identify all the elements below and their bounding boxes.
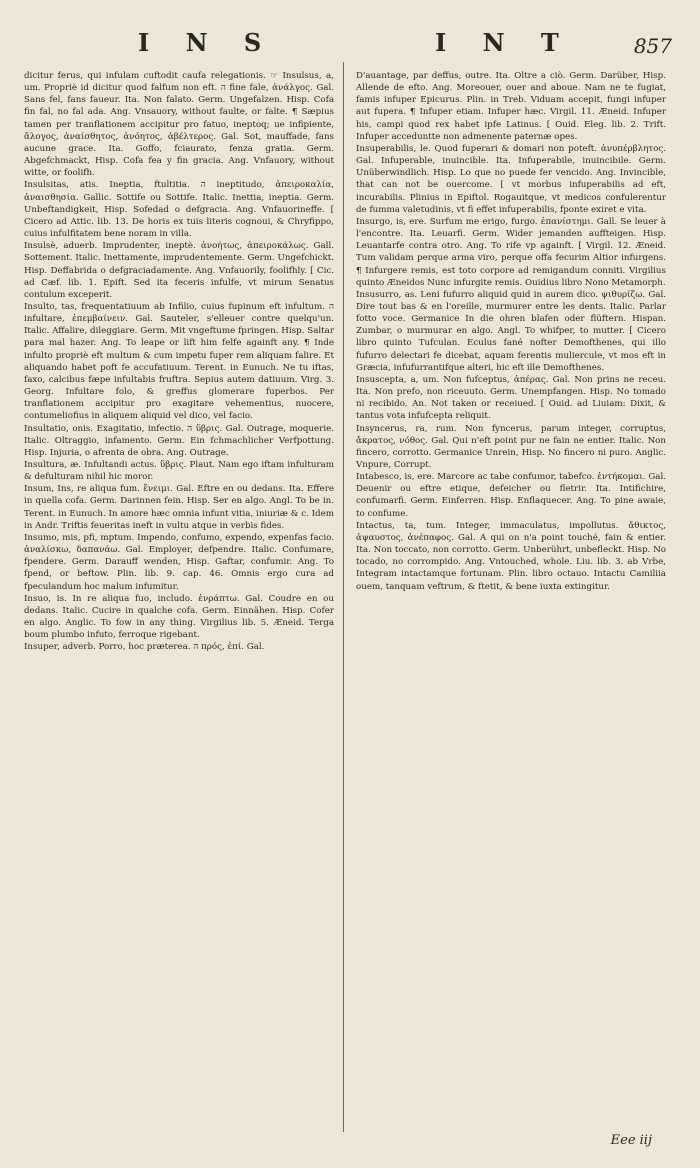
entry-insusurro: Insusurro, as. Leni fufurro aliquid quid in aurem dico. ψιθυρίζω. Gal. Dire tout bas & en l'oreille, murmurer entre les dents. Italic. Parlar fotto voce. Germanice In die ohren blafen oder flüftern. Hispan. Zumbar, o murmurar en algo. Angl. To whifper, to mutter. [ Cicero libro quinto Tufculan. Eculus fané nofter Demofthenes, qui illo fufurro delectari fe dicebat, aquam ferentis muliercule, vt mos eft in Græcia, infufurrantifque alteri, hic eft ille Demofthenes. bbox=[356, 289, 666, 373]
right-column bbox=[356, 70, 666, 1130]
entry-insuper: Insuper, adverb. Porro, hoc præterea. ﬣ πρός, ἐπί. Gal. bbox=[24, 642, 265, 653]
entry-insultura: Insultura, æ. Infultandi actus. ὕβρις. Plaut. Nam ego iftam infulturam & defulturam nihil hic moror. bbox=[24, 460, 334, 483]
running-header bbox=[0, 28, 700, 68]
page-number: 857 bbox=[633, 34, 672, 58]
entry-insuo: Insuo, is. In re aliqua fuo, includo. ἐνράπτω. Gal. Coudre en ou dedans. Italic. Cucire in qualche cofa. Germ. Einnähen. Hisp. Cofer en algo. Anglic. To fow in any thing. Virgilius lib. 5. Æneid. Terga boum plumbo infuto, ferroque rigebant. bbox=[24, 593, 334, 641]
entry-insulto: Insulto, tas, frequentatiuum ab Infilio, cuius fupinum eft infultum. ﬣ infultare, ἐπεμβαίνειν. Gal. Sauteler, s'elleuer contre quelqu'un. Italic. Affalire, dileggiare. Germ. Mit vngeftume fpringen. Hisp. Saltar para mal hazer. Ang. To leape or lift him felfe againft any. ¶ Inde infulto propriè eft multum & cum impetu fuper rem aliquam falire. Et aliquando habet poft fe accufatiuum. Terent. in Eunuch. Ne tu iftas, faxo, calcibus fæpe infultabis fruftra. Sepius autem datiuum. Virg. 3. Georg. Infultare folo, & greffus glomerare fuperbos. Per tranflationem accipitur pro exagitare vehementius, nuocere, contumeliofius in aliquem aliquid vel dico, vel facio. bbox=[24, 301, 334, 422]
catchword: Eee iij bbox=[610, 1133, 652, 1148]
entry-insultatio: Insultatio, onis. Exagitatio, infectio. ﬣ ὕβρις. Gal. Outrage, moquerie. Italic. Oltraggio, infamento. Germ. Ein fchmachlicher Verfpottung. Hisp. Injuria, o afrenta de obra. Ang. Outrage. bbox=[24, 423, 334, 458]
entry-insulse: Insulsè, aduerb. Imprudenter, ineptè. ἀνοήτως, ἀπειροκάλως. Gall. Sottement. Italic. Inettamente, imprudentemente. Germ. Ungefchickt. Hisp. Deffabrida o defgraciadamente. Ang. Vnfauorily, foolifhly. [ Cic. ad Cæf. lib. 1. Epift. Sed ita feceris infulfe, vt mirum Senatus contulum exceperit. bbox=[24, 241, 334, 300]
column-divider bbox=[343, 62, 344, 1132]
entry-insuperabilis: Insuperabilis, le. Quod fuperari & domari non poteft. ἀνυπέρβλητος. Gal. Infuperable, inuincible. Ita. Infuperabile, inuincibile. Germ. Unüberwindlich. Hisp. Lo que no puede fer vencido. Ang. Invincible, that can not be ouercome. [ vt morbus infuperabilis ad eft, incurabilis. Plinius in Epiftol. Rogauitque, vt medicos confulerentur de fumma valetudinis, vt fi effet infuperabilis, fponte exiret e vita. bbox=[356, 143, 666, 215]
entry-intabesco: Intabesco, is, ere. Marcore ac tabe confumor, tabefco. ἐντήκομαι. Gal. Deuenir ou eftre etique, defeicher ou fletrir. Ita. Intifichire, confumarfi. Germ. Einferren. Hisp. Enflaquecer. Ang. To pine awaie, to confume. bbox=[356, 472, 666, 519]
entry-insulsus: dicitur ferus, qui infulam cuftodit caufa relegationis. ☞ Insulsus, a, um. Propriè id dicitur quod falfum non eft. ﬣ fine fale, ἀνάλγος. Gal. Sans fel, fans faueur. Ita. Non falato. Germ. Ungefalzen. Hisp. Cofa fin fal, no fal ada. Ang. Vnsauory, without faulte, or falte. ¶ Sæpius tamen per tranflationem accipitur pro fatuo, ineptoq; ue infipiente, ἄλογος, ἀναίσθητος, ἀνόητος, ἀβέλτερος. Gal. Sot, mauffade, fans aucune grace. Ita. Goffo, fciaurato, fenza gratia. Germ. Abgefchmackt, Hisp. Cofa fea y fin gracia. Ang. Vnfauory, without witte, or foolifh. bbox=[24, 71, 334, 179]
entry-insum: Insum, Ins, re aliqua fum. ἔνειμι. Gal. Eftre en ou dedans. Ita. Effere in quella cofa. Germ. Darinnen fein. Hisp. Ser en algo. Angl. To be in. Terent. in Eunuch. In amore hæc omnia infunt vitia, iniuriæ & c. Idem in Andr. Triftis feueritas ineft in vultu atque in verbis fides. bbox=[24, 484, 334, 531]
entry-insurgo: Insurgo, is, ere. Surfum me erigo, furgo. ἐπανίστημι. Gall. Se leuer à l'encontre. Ita. Leuarfi. Germ. Wider jemanden auffteigen. Hisp. Leuantarfe contra otro. Ang. To rife vp againft. [ Virgil. 12. Æneid. Tum validam perque arma viro, perque offa fecurim Altior infurgens. ¶ Infurgere remis, est toto corpore ad remigandum conniti. Virgilius quinto Æneidos Nunc infurgite remis. Ouidius libro Nono Metamorph. bbox=[356, 216, 666, 288]
right-guide-word: I N T bbox=[435, 28, 573, 57]
left-column bbox=[24, 70, 334, 1130]
entry-insyncerus: Insyncerus, ra, rum. Non fyncerus, parum integer, corruptus, ἄκρατος, νόθος. Gal. Qui n'eft point pur ne fain ne entier. Italic. Non fincero, corrotto. Germanice Unrein, Hisp. No fincero ni puro. Anglic. Vnpure, Corrupt. bbox=[356, 423, 666, 470]
entry-insulsitas: Insulsitas, atis. Ineptia, ftultitia. ﬣ ineptitudo, ἀπειροκαλία, ἀναισθησία. Gallic. Sottife ou Sottife. Italic. Inettia, ineptia. Germ. Unbeftandigkeit, Hisp. Sofedad o defgracia. Ang. Vnfauorineffe. [ Cicero ad Attic. lib. 13. De horis ex tuis literis cognoui, & Chryfippo, cuius infulfitatem bene noram in villa. bbox=[24, 180, 334, 240]
entry-insumo: Insumo, mis, pfi, mptum. Impendo, confumo, expendo, expenfas facio. ἀναλίσκω, δαπανάω. Gal. Employer, defpendre. Italic. Confumare, fpendere. Germ. Darauff wenden, Hisp. Gaftar, confumir. Ang. To fpend, or beftow. Plin. lib. 9. cap. 46. Omnis ergo cura ad fpeculandum hoc malum infumitur. bbox=[24, 532, 334, 592]
left-guide-word: I N S bbox=[138, 28, 276, 57]
entry-insuper-cont: D'auantage, par deffus, outre. Ita. Oltre a ciò. Germ. Darüber, Hisp. Allende de efto. Ang. Moreouer, ouer and aboue. Nam ne te fugiat, famis infuper Epicurus. Plin. in Treb. Viduam accepit, fungi infuper aut fupera. ¶ Infuper etiam. Infuper hæc. Virgil. 11. Æneid. Infuper his, campi quod rex habet ipfe Latinus. [ Ouid. Eleg. lib. 2. Trift. Infuper acceduntte non admenente paternæ opes. bbox=[356, 71, 666, 142]
entry-insusceptus: Insuscepta, a, um. Non fufceptus, ἀπέρας. Gal. Non prins ne receu. Ita. Non prefo, non riceuuto. Germ. Unempfangen. Hisp. No tomado ni recibido. An. Not taken or receiued. [ Ouid. ad Liuiam: Dixit, & tantus vota infufcepta reliquit. bbox=[356, 374, 666, 422]
entry-intactus: Intactus, ta, tum. Integer, immaculatus, impollutus. ἄθικτος, ἀψαυστος, ἀνέπαφος. Gal. A qui on n'a point touché, fain & entier. Ita. Non toccato, non corrotto. Germ. Unberührt, unbefleckt. Hisp. No tocado, no corrompido. Ang. Vntouched, whole. Liu. lib. 3. ab Vrbe, Integram intactamque fortunam. Plin. libro octauo. Intactu Camiliia ouem, tanquam veftrum, & ftetit, & bene iuxta extingitur. bbox=[356, 520, 666, 592]
